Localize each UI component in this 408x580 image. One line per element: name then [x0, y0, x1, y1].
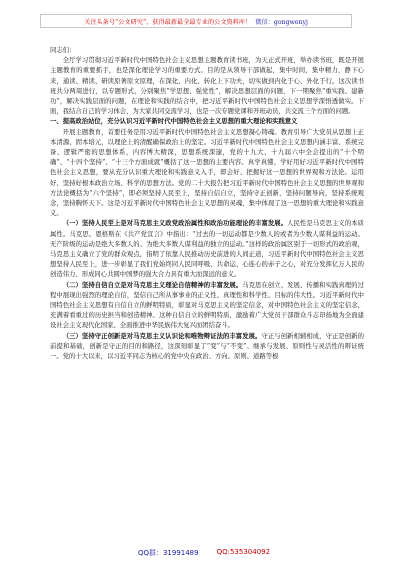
paragraph-main-task: 开展主题教育，首要任务是用习近平新时代中国特色社会主义思想凝心铸魂。教育引导广大党员从思想上正本清源、固本培元，以理论上的清醒确保政治上的坚定。习近平新时代中国特色社会主义思想内涵丰富、系统完备、逻辑严密的思想体系，内容博大精深，思想系统深邃，党的十九大、十九届六中全会提出的“十个明确”、“十四个坚持”、“十三个方面成就”概括了这一思想的主要内容。真学真懂、学好用好习近平新时代中国特色社会主义思想，要从充分认识重大理论和实践意义入手，即会好、把握好这一思想的世界观和方法论。运用好、坚持好根本政治立场、科学的思想方法。党的二十大报告把习近平新时代中国特色社会主义思想的世界观和方法论概括为“六个坚持”，即必须坚持人民至上，坚持自信自立，坚持守正创新，坚持问题导向，坚持系统观念，坚持胸怀天下。这是习近平新时代中国特色社会主义思想的灵魂，集中体现了这一思想的重大理论和实践意义。: [50, 128, 364, 218]
subsection-3: [50, 332, 364, 363]
paragraph-intro: 全厅学习贯彻习近平新时代中国特色社会主义思想主题教育读书班，为天正式开班，举办读书班，既是开展主题教育的重要抓手，也是深化理论学习的重要方式。目的是从领导干部做起，集中时间，集中精力，静下心来，通读、精读、研读原著原文原理，在深化、内化、转化上下功夫，切实做到内化于心、外化于行。这次读书班共分两周进行，以专题形式，分别聚焦“学思想、强党性”，解决思想层面的问题，下一期聚焦“重实践、建新功”，解决实践层面的问题，在理论和实践的结合中，把习近平新时代中国特色社会主义思想学深悟透做实。下面，我结合自己的学习体会，为大家共同交流学习，也是一次专题党课和开班动员，共交流三个方面的问题。: [50, 57, 364, 116]
salutation: 同志们：: [50, 47, 76, 54]
promo-banner-wechat: 微信：gongwenyj: [255, 18, 308, 26]
subsection-1-title: （一）坚持人民至上是对马克思主义政党政治属性和政治功能理论的丰富发展。: [62, 220, 288, 228]
subsection-3-title: （三）坚持守正创新是对马克思主义认识论和唯物辩证法的丰富发展。: [62, 332, 262, 340]
document-body: [50, 46, 364, 362]
subsection-1: [50, 219, 364, 280]
subsection-2-title: （二）坚持自信自立是对马克思主义理论自信精神的丰富发展。: [62, 281, 243, 289]
subsection-2: [50, 281, 364, 332]
footer-qq: QQ:535304092: [216, 548, 271, 556]
page-footer: [0, 548, 408, 560]
promo-banner: [40, 14, 352, 28]
subsection-2-body: 马克思在创立、发展、传播和实践真理的过程中展现出强烈的理论自信，坚信自己所从事事业的正义性、真理性和科学性、目标的伟大性。习近平新时代中国特色社会主义思想有自信自立的鲜明特质，彰显对马克思主义的坚定信念，对中国特色社会主义的坚定信念，充满着看重过的历史担当和创造精神。这种自信自立的鲜明特质，激励着广大党员干部群众斗志昂扬地为全面建设社会主义现代化国家、全面推进中华民族伟大复兴而团结奋斗。: [50, 281, 364, 330]
promo-banner-text: 关注头条号“公文研究”，获得最新最全最专业的公文资料库！: [84, 18, 252, 26]
subsection-3-body: 守正与创新相辅相成，守正是创新的前提和基础，创新是守正的目的和路径，这深刻彰显了“变”与“不变”、继承与发展、原则性与灵活性的辩证统一。党的十大以来，以习近平同志为核心的党中央在政治、方向、原则、道路等根: [50, 332, 364, 361]
section-heading-1: 一、提高政治站位，充分认识习近平新时代中国特色社会主义思想的重大理论和实践意义: [50, 118, 298, 126]
footer-qq-group: QQ群：31991489: [137, 549, 199, 557]
subsection-1-body: 人民性是马克思主义的本质属性。马克思、恩格斯在《共产党宣言》中指出：“过去的一切运动都是少数人的或者为少数人谋利益的运动。无产阶级的运动是绝大多数人的、为绝大多数人谋利益的独立的运动。”这样的政治属区别于一切形式的政治观，马克思主义确立了党的群众观点，指明了依靠人民推动历史前进的人间正道，习近平新时代中国特色社会主义思想坚持人民至上，进一步彰显了我们党始终同人民同呼吸、共命运、心连心的赤子之心，对充分发挥亿万人民的创造伟力、形成同心共圆中国梦的强大合力具有重大而深远的意义。: [50, 220, 364, 279]
